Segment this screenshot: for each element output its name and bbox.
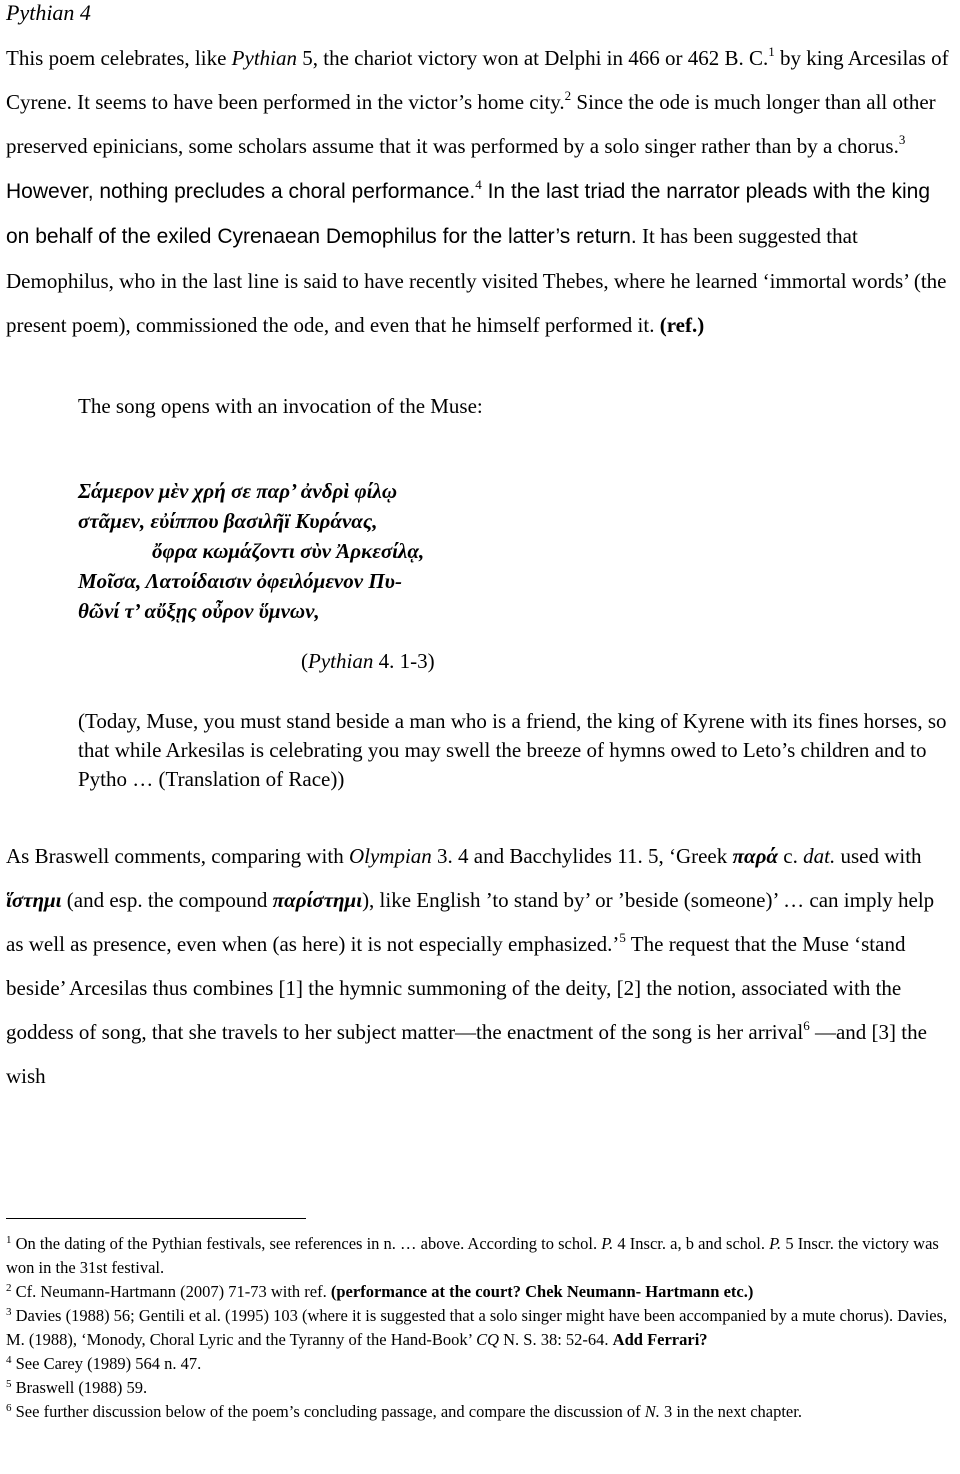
- para-text: —and [3] the wish: [6, 1020, 927, 1088]
- reference-marker: (ref.): [659, 313, 705, 337]
- footnote-5: [6, 1376, 956, 1400]
- footnote-text: 5 Inscr. the victory was won in the 31st festival.: [6, 1234, 939, 1277]
- footnote-text: On the dating of the Pythian festivals, see references in n. … above. According to schol.: [11, 1234, 602, 1253]
- greek-line: θῶνί τ’ αὔξῃς οὖρον ὕμνων,: [78, 599, 320, 623]
- translation-paragraph: (Today, Muse, you must stand beside a man who is a friend, the king of Kyrene with its fines horses, so that while Arkesilas is celebrating you may swell the breeze of hymns owed to Leto’s children and to Pytho … (Translation of Race)): [78, 709, 947, 791]
- footnote-separator: [6, 1218, 306, 1219]
- greek-line: Μοῖσα, Λατοίδαισιν ὀφειλόμενον Πυ-: [78, 569, 402, 593]
- para-text: As Braswell comments, comparing with: [6, 844, 349, 868]
- citation-rest: 4. 1-3): [373, 649, 435, 673]
- footnote-number: 1: [6, 1234, 12, 1246]
- footnotes: [6, 1232, 956, 1424]
- footnote-bold: Add Ferrari?: [612, 1330, 708, 1349]
- footnote-ref-6[interactable]: 6: [803, 1018, 810, 1033]
- commentary-paragraph: [6, 834, 956, 1098]
- greek-line: ὄφρα κωμάζοντι σὺν Ἀρκεσίλᾳ,: [152, 539, 425, 563]
- footnote-1: [6, 1232, 956, 1280]
- footnote-3: [6, 1304, 956, 1352]
- intro-text-sans: In the last triad the narrator pleads with the king on behalf of the exiled Cyrenaean Demophilus for the latter’s return.: [6, 180, 931, 248]
- para-italic: Olympian: [348, 844, 432, 868]
- greek-line: Σάμερον μὲν χρή σε παρ’ ἀνδρὶ φίλῳ: [78, 479, 398, 503]
- para-text: (and esp. the compound: [61, 888, 273, 912]
- intro-text: This poem celebrates, like: [6, 46, 232, 70]
- intro-text: by king Arcesilas of Cyrene. It seems to have been performed in the victor’s home city.: [6, 46, 949, 114]
- intro-italic-pythian: Pythian: [231, 46, 297, 70]
- footnote-number: 6: [6, 1402, 12, 1414]
- intro-text: Since the ode is much longer than all other preserved epinicians, some scholars assume that it was performed by a solo singer rather than by a chorus.: [6, 90, 936, 158]
- intro-text-sans: However, nothing precludes a choral performance.: [6, 180, 476, 203]
- footnote-ref-3[interactable]: 3: [898, 132, 906, 147]
- footnote-text: Cf. Neumann-Hartmann (2007) 71-73 with ref.: [11, 1282, 331, 1301]
- greek-word: παρά: [732, 844, 779, 868]
- page-title: Pythian 4: [6, 0, 91, 25]
- para-text: used with: [835, 844, 922, 868]
- invocation-intro: The song opens with an invocation of the Muse:: [78, 394, 483, 418]
- footnote-italic: P.: [769, 1234, 782, 1253]
- citation-work: Pythian: [308, 649, 374, 673]
- footnote-text: See further discussion below of the poem’s concluding passage, and compare the discussion of: [11, 1402, 645, 1421]
- footnote-ref-1[interactable]: 1: [768, 44, 775, 59]
- greek-quotation: [78, 476, 424, 626]
- footnote-text: Davies (1988) 56; Gentili et al. (1995) 103 (where it is suggested that a solo singer might have been accompanied by a mute chorus). Davies, M. (1988), ‘Monody, Choral Lyric and the Tyranny of the Hand-Book’: [6, 1306, 948, 1349]
- footnote-number: 2: [6, 1282, 12, 1294]
- footnote-text: Braswell (1988) 59.: [11, 1378, 148, 1397]
- greek-word: ἵστημι: [6, 888, 62, 912]
- citation: [301, 649, 435, 674]
- footnote-ref-4[interactable]: 4: [475, 177, 482, 192]
- footnote-bold: (performance at the court? Chek Neumann- Hartmann etc.): [330, 1282, 754, 1301]
- footnote-italic: N.: [644, 1402, 660, 1421]
- para-text: c.: [778, 844, 804, 868]
- footnote-text: 3 in the next chapter.: [659, 1402, 802, 1421]
- footnote-italic: CQ: [476, 1330, 499, 1349]
- footnote-4: [6, 1352, 956, 1376]
- para-text: The request that the Muse ‘stand beside’ Arcesilas thus combines [1] the hymnic summoning of the deity, [2] the notion, associated with the goddess of song, that she travels to her subject matter—the enactment of the song is her arrival: [6, 932, 906, 1044]
- footnote-2: [6, 1280, 956, 1304]
- footnote-ref-5[interactable]: 5: [619, 930, 626, 945]
- footnote-ref-2[interactable]: 2: [564, 88, 572, 103]
- para-text: 3. 4 and Bacchylides 11. 5, ‘Greek: [431, 844, 733, 868]
- footnote-6: [6, 1400, 956, 1424]
- para-italic: dat.: [803, 844, 836, 868]
- footnote-number: 5: [6, 1378, 12, 1390]
- citation-open: (: [301, 649, 308, 673]
- intro-text: 5, the chariot victory won at Delphi in 466 or 462 B. C.: [297, 46, 769, 70]
- greek-line: στᾶμεν, εὐίππου βασιλῆϊ Κυράνας,: [78, 509, 378, 533]
- intro-text: It has been suggested that Demophilus, who in the last line is said to have recently visited Thebes, where he learned ‘immortal words’ (the present poem), commissioned the ode, and even that he himself performed it.: [6, 224, 947, 337]
- footnote-number: 3: [6, 1306, 12, 1318]
- intro-paragraph: [6, 36, 954, 347]
- footnote-text: 4 Inscr. a, b and schol.: [613, 1234, 770, 1253]
- footnote-text: See Carey (1989) 564 n. 47.: [11, 1354, 202, 1373]
- para-text: ), like English ’to stand by’ or ’beside (someone)’ … can imply help as well as presence, even when (as here) it is not especially emphasized.’: [6, 888, 935, 956]
- footnote-number: 4: [6, 1354, 12, 1366]
- footnote-text: N. S. 38: 52-64.: [499, 1330, 613, 1349]
- footnote-italic: P.: [601, 1234, 614, 1253]
- greek-word: παρίστημι: [272, 888, 363, 912]
